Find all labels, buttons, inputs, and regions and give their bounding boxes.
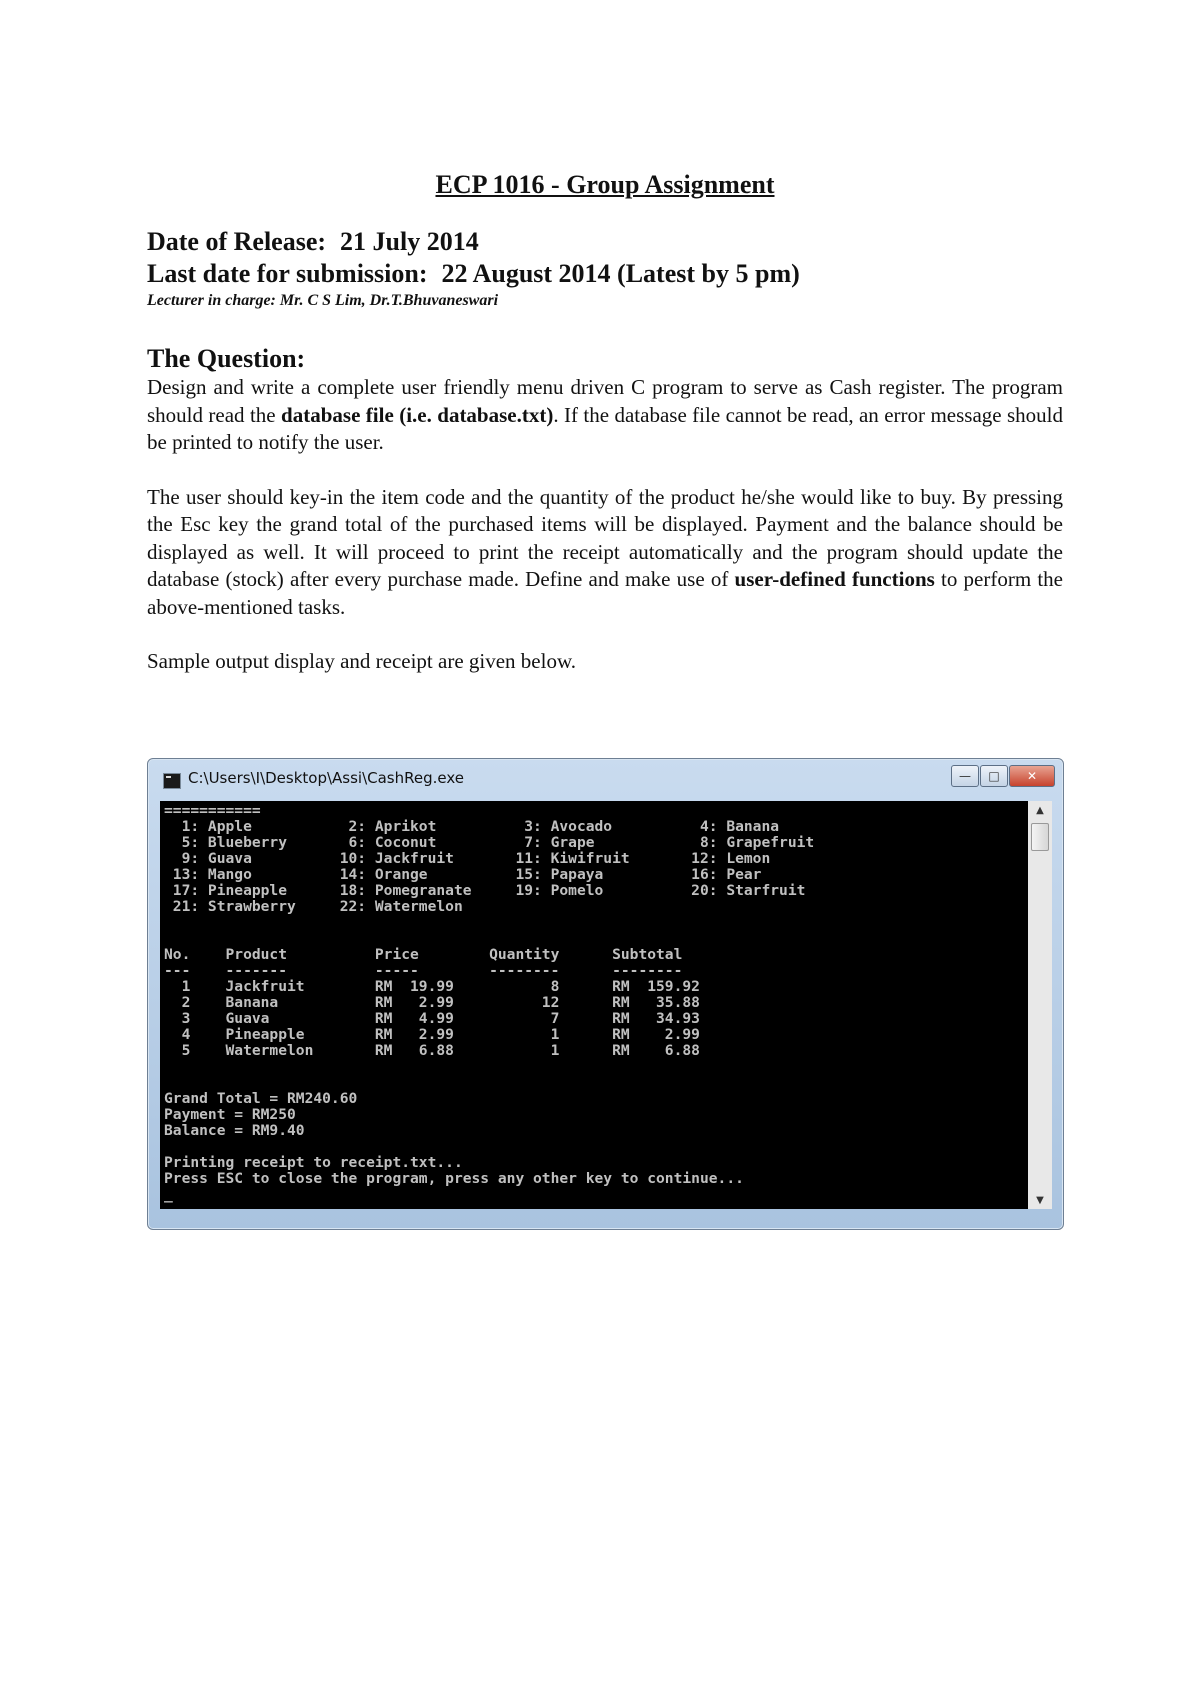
question-paragraph-3: Sample output display and receipt are given below. [147, 649, 577, 673]
submission-label: Last date for submission: [147, 259, 428, 288]
console-app-icon [163, 773, 181, 789]
scroll-thumb[interactable] [1031, 823, 1049, 851]
console-text: =========== 1: Apple 2: Aprikot 3: Avocado 4: Banana 5: Blueberry 6: Coconut 7: Grape 8: Grapefruit 9: Guava 10: Jackfruit 11: Kiwifruit 12: Lemon 13: Mango 14: Orange 15: Papaya 16: Pear 17: Pineapple 18: Pomegranate 19: Pomelo 20: Starfruit 21: Strawberry 22: Watermelon No. Product Price Quantity Subtotal --- ------- ----- -------- -------- 1 Jackfruit RM 19.99 8 RM 159.92 2 Banana RM 2.99 12 RM 35.88 3 Guava RM 4.99 7 RM 34.93 4 Pineapple RM 2.99 1 RM 2.99 5 Watermelon RM 6.88 1 RM 6.88 Grand Total = RM240.60 Payment = RM250 Balance = RM9.40 Printing receipt to receipt.txt... Press ESC to close the program, press any other key to continue... _ [164, 802, 815, 1203]
question-heading: The Question: [147, 344, 306, 373]
submission-value: 22 August 2014 (Latest by 5 pm) [441, 259, 800, 288]
scroll-up-arrow-icon[interactable]: ▲ [1036, 804, 1044, 816]
window-controls [950, 765, 1055, 787]
document-title: ECP 1016 - Group Assignment [435, 170, 775, 199]
console-scrollbar[interactable] [1028, 801, 1052, 1209]
console-window-screenshot [147, 758, 1064, 1230]
window-titlebar [148, 759, 1063, 795]
release-value: 21 July 2014 [340, 227, 479, 256]
para1-text-a: Design and write a complete user friendly menu driven C program to serve as Cash register. The program should read the [147, 375, 1063, 427]
close-button[interactable]: ✕ [1009, 765, 1055, 787]
para1-text-c: . If the database file cannot be read, an error message should be printed to notify the user. [147, 402, 1063, 454]
para2-text-c: to perform the above-mentioned tasks. [147, 567, 1063, 619]
lecturer-line: Lecturer in charge: Mr. C S Lim, Dr.T.Bhuvaneswari [147, 292, 499, 309]
para2-text-a: The user should key-in the item code and the quantity of the product he/she would like to buy. By pressing the Esc key the grand total of the purchased items will be displayed. Payment and the balance should be displayed as well. It will proceed to print the receipt automatically and the program should update the database (stock) after every purchase made. Define and make use of [147, 484, 1063, 591]
console-output [160, 801, 1028, 1209]
maximize-button[interactable]: □ [980, 765, 1008, 787]
question-paragraph-2 [147, 484, 1063, 622]
submission-date-line [147, 258, 1063, 290]
user-defined-functions-emphasis: user-defined functions [734, 567, 935, 591]
minimize-button[interactable]: — [951, 765, 979, 787]
assignment-document [147, 170, 1063, 676]
question-paragraph-1 [147, 374, 1063, 457]
scroll-down-arrow-icon[interactable]: ▼ [1036, 1194, 1044, 1206]
release-label: Date of Release: [147, 227, 327, 256]
database-file-emphasis: database file (i.e. database.txt) [281, 402, 554, 427]
release-date-line [147, 226, 1063, 258]
window-title: C:\Users\I\Desktop\Assi\CashReg.exe [188, 769, 465, 787]
